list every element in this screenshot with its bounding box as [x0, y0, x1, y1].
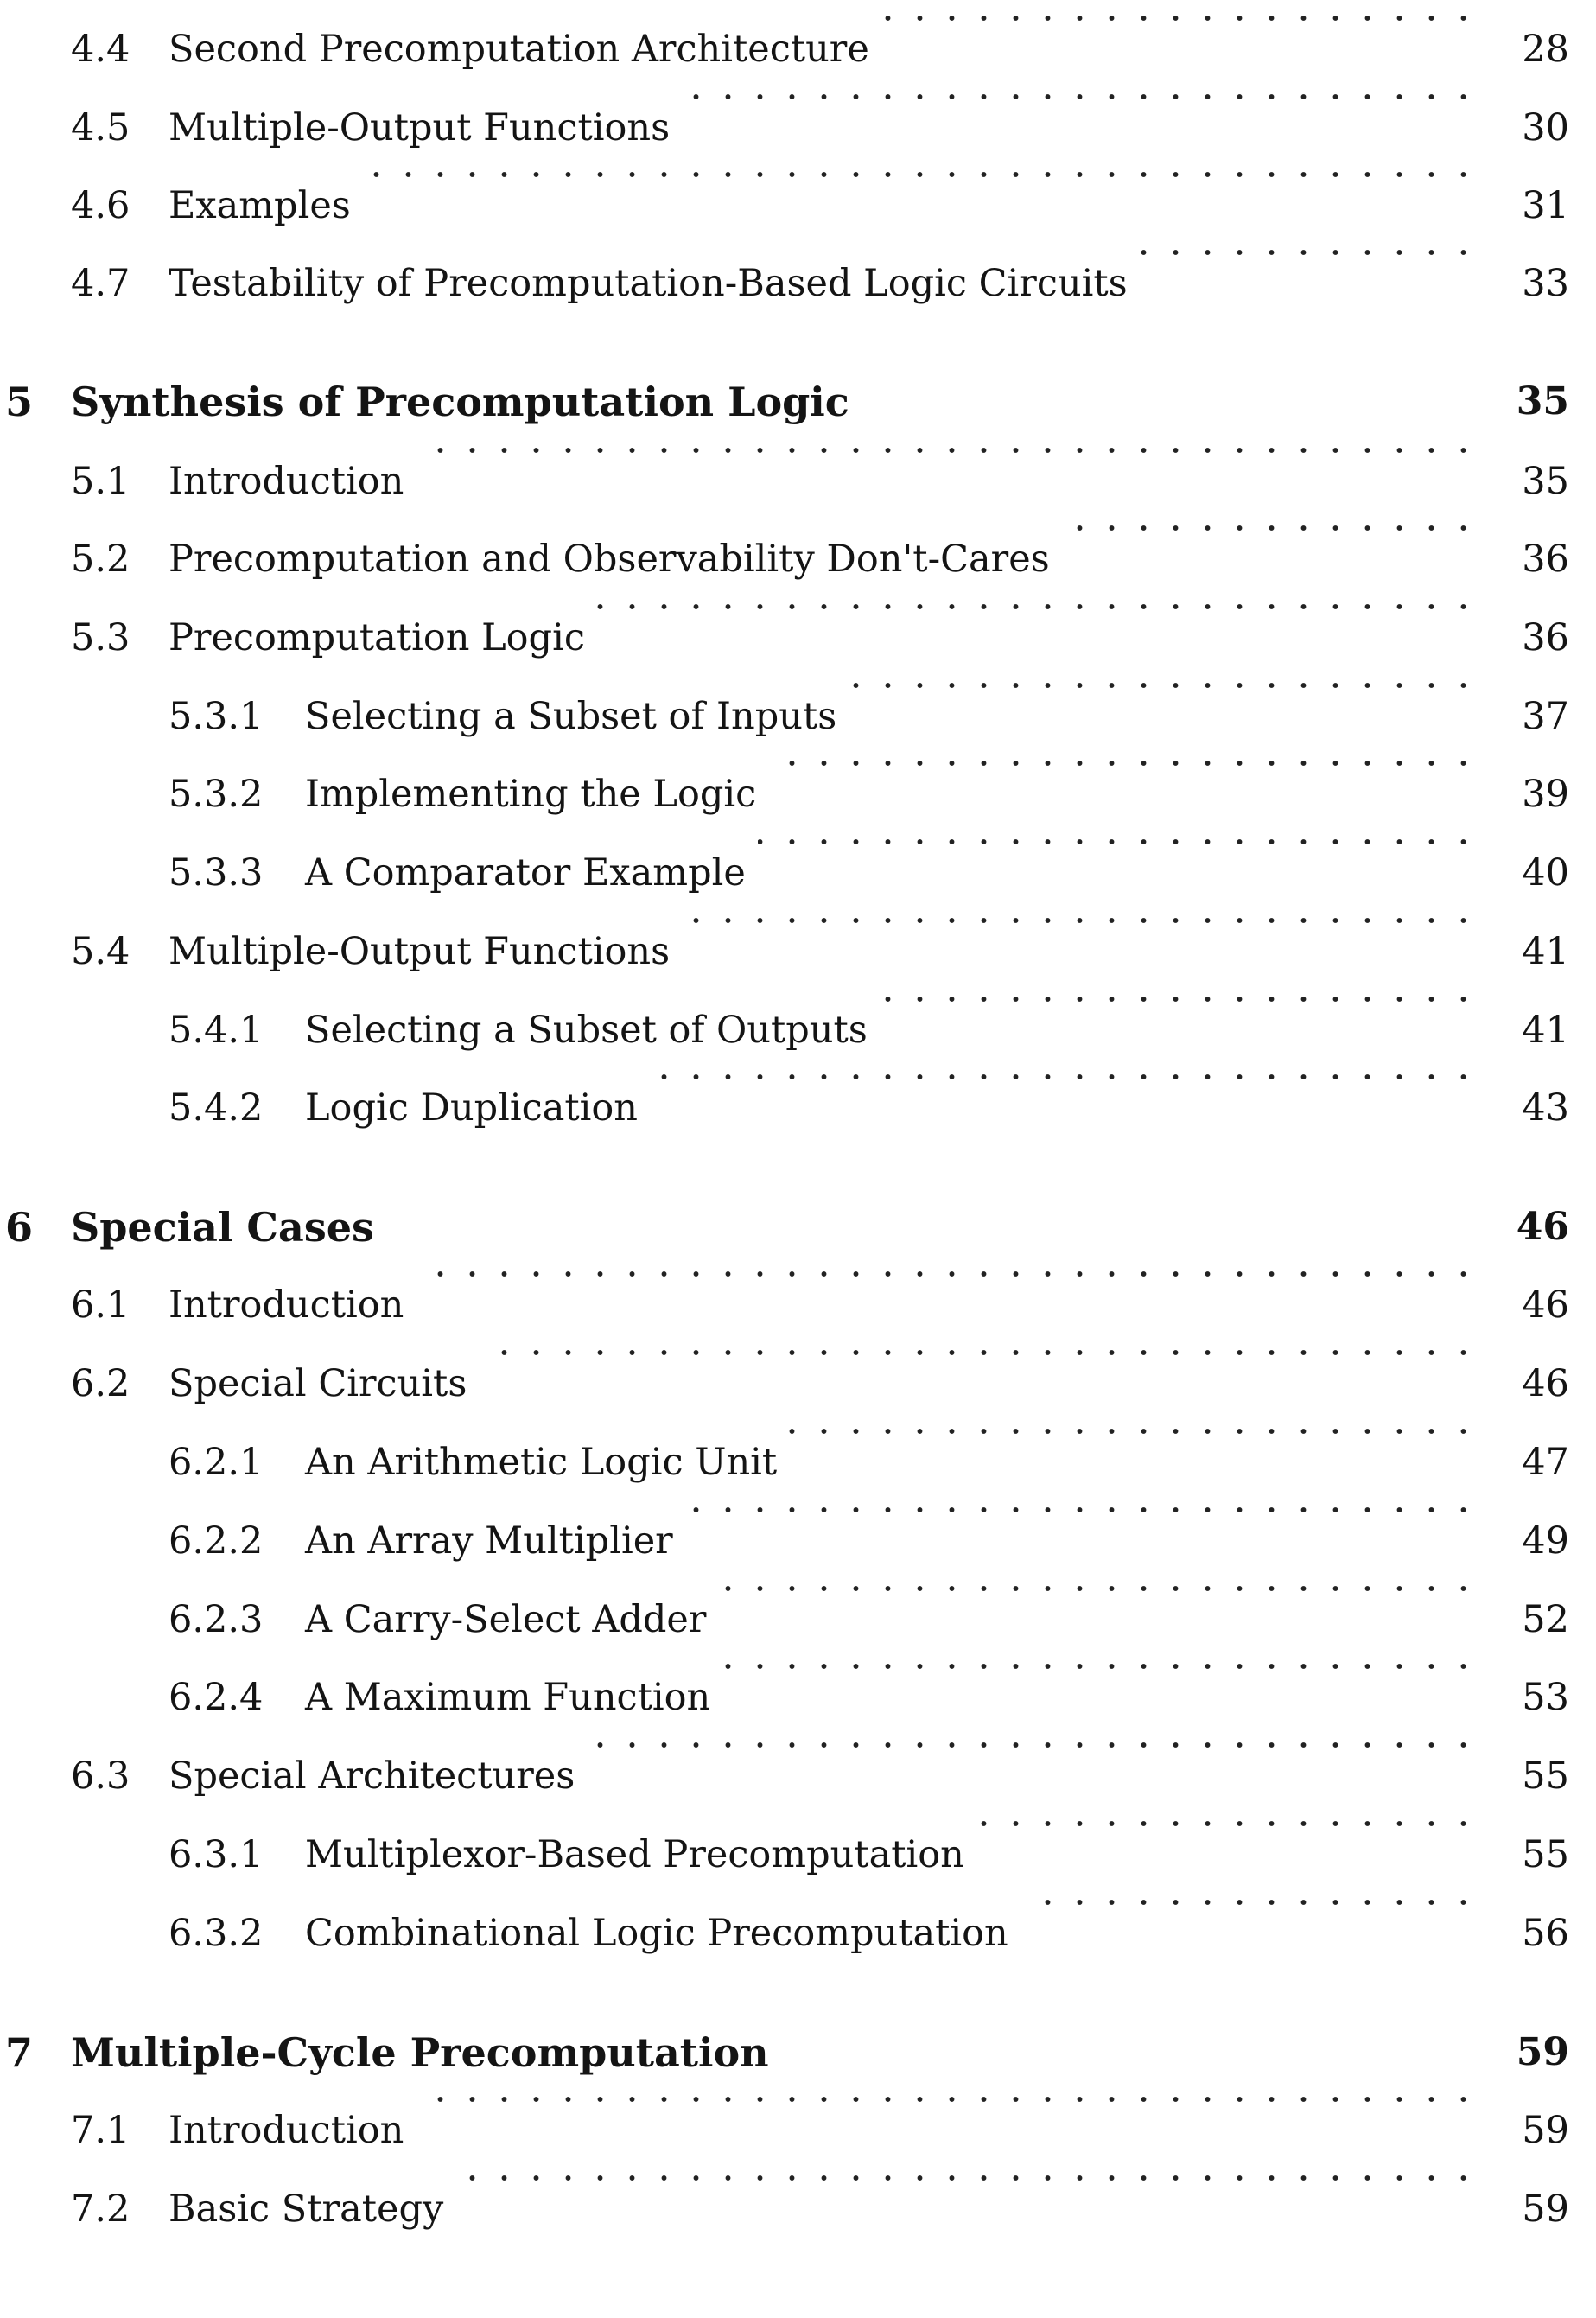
toc-entry-title: An Array Multiplier [305, 1519, 673, 1563]
toc-entry-number: 6.2 [71, 1362, 130, 1405]
toc-subsection-entry[interactable] [0, 1073, 1596, 1143]
dot-leader [685, 1506, 1479, 1513]
toc-entry-number: 6.3.2 [169, 1912, 264, 1955]
toc-entry-number: 5.3.3 [169, 851, 264, 895]
toc-entry-page-number: 43 [1522, 1086, 1569, 1130]
toc-entry-number: 5.4 [71, 930, 130, 973]
toc-entry-page-number: 55 [1522, 1833, 1569, 1876]
toc-entry-title: Multiple-Output Functions [169, 930, 671, 973]
toc-entry-title: Synthesis of Precomputation Logic [71, 379, 849, 425]
dot-leader [718, 1585, 1479, 1592]
toc-entry-page-number: 53 [1522, 1676, 1569, 1719]
toc-section-entry[interactable] [0, 2096, 1596, 2165]
toc-entry-page-number: 46 [1522, 1362, 1569, 1405]
toc-entry-number: 6.1 [71, 1283, 130, 1327]
toc-section-entry[interactable] [0, 93, 1596, 162]
toc-entry-page-number: 35 [1516, 379, 1569, 423]
toc-entry-page-number: 55 [1522, 1754, 1569, 1798]
toc-section-entry[interactable] [0, 917, 1596, 986]
toc-subsection-entry[interactable] [0, 1820, 1596, 1889]
toc-chapter-entry[interactable] [0, 1193, 1596, 1262]
toc-subsection-entry[interactable] [0, 1663, 1596, 1732]
toc-entry-page-number: 41 [1522, 1009, 1569, 1052]
toc-entry-title: Introduction [169, 2109, 404, 2152]
dot-leader [849, 682, 1479, 689]
toc-entry-number: 5.3.2 [169, 773, 264, 816]
toc-entry-title: Special Architectures [169, 1754, 575, 1798]
dot-leader [880, 996, 1479, 1003]
toc-entry-number: 7.1 [71, 2109, 130, 2152]
dot-leader [363, 171, 1479, 178]
toc-entry-title: Basic Strategy [169, 2187, 444, 2231]
dot-leader [682, 93, 1479, 100]
toc-entry-page-number: 52 [1522, 1598, 1569, 1641]
toc-section-entry[interactable] [0, 525, 1596, 594]
toc-entry-page-number: 30 [1522, 106, 1569, 150]
toc-entry-title: Second Precomputation Architecture [169, 28, 869, 71]
toc-section-entry[interactable] [0, 1349, 1596, 1418]
toc-entry-page-number: 37 [1522, 695, 1569, 738]
toc-entry-number: 4.4 [71, 28, 130, 71]
toc-section-entry[interactable] [0, 1742, 1596, 1811]
toc-entry-title: Multiple-Cycle Precomputation [71, 2029, 769, 2076]
dot-leader [722, 1663, 1479, 1670]
toc-entry-page-number: 56 [1522, 1912, 1569, 1955]
toc-entry-number: 4.5 [71, 106, 130, 150]
dot-leader [416, 447, 1479, 454]
dot-leader [1021, 1899, 1479, 1906]
toc-subsection-entry[interactable] [0, 1585, 1596, 1654]
toc-entry-number: 5.1 [71, 460, 130, 503]
toc-entry-number: 5.4.1 [169, 1009, 264, 1052]
toc-entry-page-number: 36 [1522, 616, 1569, 659]
toc-entry-title: Special Circuits [169, 1362, 467, 1405]
toc-subsection-entry[interactable] [0, 760, 1596, 829]
toc-entry-number: 4.7 [71, 262, 130, 305]
toc-entry-number: 5.3.1 [169, 695, 264, 738]
dot-leader [789, 1428, 1479, 1435]
toc-entry-number: 5.4.2 [169, 1086, 264, 1130]
toc-entry-number: 4.6 [71, 184, 130, 227]
toc-chapter-entry[interactable] [0, 367, 1596, 436]
dot-leader [758, 838, 1479, 845]
dot-leader [682, 917, 1479, 924]
toc-subsection-entry[interactable] [0, 1428, 1596, 1497]
toc-entry-page-number: 36 [1522, 538, 1569, 581]
toc-subsection-entry[interactable] [0, 1506, 1596, 1576]
toc-entry-page-number: 46 [1516, 1205, 1569, 1249]
toc-entry-title: Special Cases [71, 1204, 374, 1251]
toc-entry-page-number: 31 [1522, 184, 1569, 227]
toc-entry-title: Multiplexor-Based Precomputation [305, 1833, 964, 1876]
toc-section-entry[interactable] [0, 249, 1596, 318]
toc-section-entry[interactable] [0, 603, 1596, 672]
toc-entry-page-number: 47 [1522, 1441, 1569, 1484]
dot-leader [976, 1820, 1479, 1827]
toc-entry-number: 5.2 [71, 538, 130, 581]
dot-leader [881, 15, 1479, 22]
toc-entry-title: Selecting a Subset of Outputs [305, 1009, 868, 1052]
toc-entry-title: Multiple-Output Functions [169, 106, 671, 150]
toc-section-entry[interactable] [0, 447, 1596, 516]
toc-entry-page-number: 35 [1522, 460, 1569, 503]
dot-leader [416, 2096, 1479, 2103]
toc-entry-title: Combinational Logic Precomputation [305, 1912, 1008, 1955]
dot-leader [1140, 249, 1479, 256]
toc-entry-page-number: 41 [1522, 930, 1569, 973]
dot-leader [587, 1742, 1479, 1748]
toc-entry-page-number: 33 [1522, 262, 1569, 305]
toc-entry-number: 6.2.2 [169, 1519, 264, 1563]
toc-entry-number: 6.3.1 [169, 1833, 264, 1876]
toc-entry-number: 6.2.4 [169, 1676, 264, 1719]
toc-entry-number: 5.3 [71, 616, 130, 659]
toc-entry-title: Introduction [169, 1283, 404, 1327]
toc-entry-title: A Comparator Example [305, 851, 746, 895]
toc-entry-page-number: 28 [1522, 28, 1569, 71]
toc-entry-title: Selecting a Subset of Inputs [305, 695, 837, 738]
toc-section-entry[interactable] [0, 1270, 1596, 1340]
toc-entry-title: Precomputation Logic [169, 616, 585, 659]
toc-entry-number: 7.2 [71, 2187, 130, 2231]
dot-leader [455, 2175, 1479, 2181]
toc-entry-title: Precomputation and Observability Don't-Cares [169, 538, 1050, 581]
dot-leader [768, 760, 1479, 767]
toc-entry-title: Examples [169, 184, 351, 227]
toc-entry-page-number: 59 [1516, 2030, 1569, 2074]
toc-entry-title: An Arithmetic Logic Unit [305, 1441, 778, 1484]
dot-leader [1062, 525, 1479, 532]
toc-entry-number: 5 [5, 379, 34, 425]
toc-subsection-entry[interactable] [0, 838, 1596, 907]
toc-entry-title: A Carry-Select Adder [305, 1598, 707, 1641]
toc-section-entry[interactable] [0, 171, 1596, 240]
toc-subsection-entry[interactable] [0, 1899, 1596, 1968]
toc-entry-number: 6.2.3 [169, 1598, 264, 1641]
toc-subsection-entry[interactable] [0, 682, 1596, 751]
toc-entry-title: A Maximum Function [305, 1676, 711, 1719]
toc-entry-page-number: 39 [1522, 773, 1569, 816]
dot-leader [479, 1349, 1479, 1356]
toc-subsection-entry[interactable] [0, 996, 1596, 1065]
toc-entry-page-number: 59 [1522, 2187, 1569, 2231]
toc-entry-page-number: 40 [1522, 851, 1569, 895]
toc-entry-page-number: 59 [1522, 2109, 1569, 2152]
toc-entry-number: 6.3 [71, 1754, 130, 1798]
toc-entry-number: 6.2.1 [169, 1441, 264, 1484]
toc-section-entry[interactable] [0, 15, 1596, 84]
toc-entry-title: Testability of Precomputation-Based Logic Circuits [169, 262, 1128, 305]
toc-section-entry[interactable] [0, 2175, 1596, 2244]
dot-leader [650, 1073, 1479, 1080]
toc-entry-title: Logic Duplication [305, 1086, 639, 1130]
dot-leader [416, 1270, 1479, 1277]
toc-chapter-entry[interactable] [0, 2018, 1596, 2087]
toc-entry-number: 7 [5, 2029, 34, 2076]
dot-leader [597, 603, 1479, 610]
toc-entry-page-number: 46 [1522, 1283, 1569, 1327]
toc-entry-number: 6 [5, 1204, 34, 1251]
toc-entry-title: Implementing the Logic [305, 773, 757, 816]
toc-entry-title: Introduction [169, 460, 404, 503]
toc-entry-page-number: 49 [1522, 1519, 1569, 1563]
